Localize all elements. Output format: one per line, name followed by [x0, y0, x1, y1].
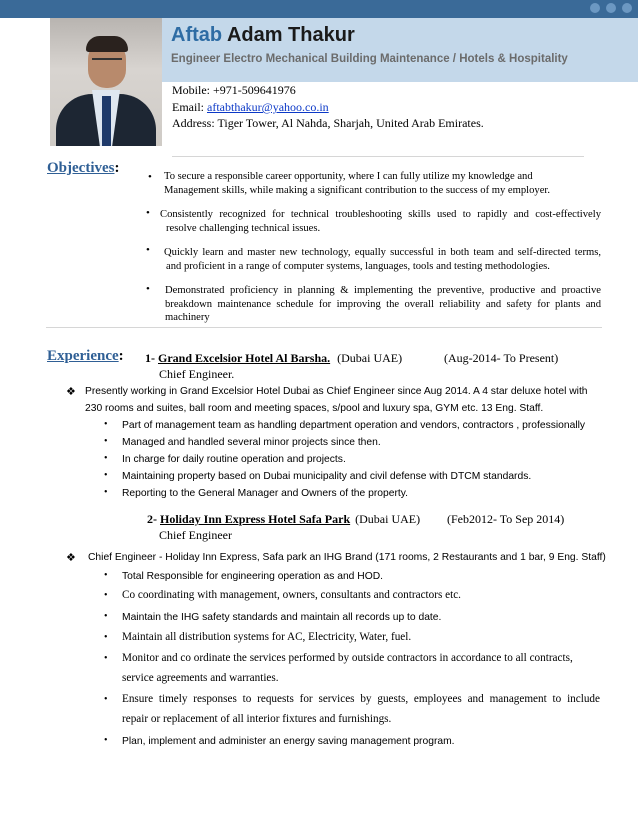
job-bullet: Reporting to the General Manager and Owners of the property.: [122, 488, 408, 499]
bullet-icon: •: [146, 244, 150, 256]
job-role: Chief Engineer.: [159, 367, 235, 381]
bullet-icon: •: [104, 570, 108, 581]
objective-line: Consistently recognized for technical troubleshooting skills used to rapidly and cost-effectively: [160, 209, 601, 220]
job-location: (Dubai UAE): [355, 512, 421, 526]
mobile-line: Mobile: +971-509641976: [172, 83, 296, 97]
objective-line: To secure a responsible career opportunity, where I can fully utilize my knowledge and: [164, 171, 533, 182]
bullet-icon: •: [104, 735, 108, 746]
decor-dot: [606, 3, 616, 13]
job-bullet: Plan, implement and administer an energy saving management program.: [122, 736, 455, 747]
summary-line: 230 rooms and suites, ball room and meeting spaces, s/pool and luxury spa, GYM etc. 13 Eng. Staff.: [85, 403, 544, 414]
objective-line: resolve challenging technical issues.: [166, 222, 321, 234]
bullet-icon: •: [104, 487, 108, 498]
objectives-title: Objectives: [47, 160, 115, 176]
bullet-icon: •: [104, 590, 108, 601]
diamond-bullet-icon: ❖: [66, 552, 76, 564]
email-label: Email:: [172, 100, 204, 114]
bullet-line: repair or replacement of all interior fixtures and furnishings.: [122, 713, 392, 725]
bullet-line: Monitor and co ordinate the services performed by outside contractors in accordance to all contracts,: [122, 652, 573, 664]
objective-line: Demonstrated proficiency in planning & implementing the preventive, productive and proactive: [165, 285, 601, 296]
job-employer: Holiday Inn Express Hotel Safa Park: [160, 512, 351, 526]
address-line: Address: Tiger Tower, Al Nahda, Sharjah, United Arab Emirates.: [172, 116, 484, 130]
objectives-heading: [47, 159, 119, 177]
first-name: Aftab: [171, 24, 223, 46]
divider: [46, 327, 602, 328]
job1-header: [145, 351, 402, 366]
job-bullet: In charge for daily routine operation and projects.: [122, 454, 346, 465]
job-bullet: [122, 691, 600, 728]
objective-line: breakdown maintenance schedule for improving the overall reliability and safety for plants and: [165, 298, 601, 310]
job-summary: [85, 383, 588, 417]
email-line: [172, 100, 329, 115]
last-name: Adam Thakur: [226, 24, 355, 46]
objectives-colon: :: [114, 160, 120, 176]
summary-line: Presently working in Grand Excelsior Hotel Dubai as Chief Engineer since Aug 2014. A 4 star deluxe hotel with: [85, 386, 588, 397]
bullet-icon: •: [104, 653, 108, 664]
job-bullet: Maintaining property based on Dubai municipality and civil defense with DTCM standards.: [122, 471, 532, 482]
job2-header: [147, 512, 420, 527]
job-bullet: Co coordinating with management, owners, consultants and contractors etc.: [122, 589, 461, 601]
job-number: 2-: [147, 512, 157, 526]
experience-heading: [47, 347, 124, 365]
professional-title: Engineer Electro Mechanical Building Maintenance / Hotels & Hospitality: [171, 53, 568, 65]
bullet-icon: •: [104, 436, 108, 447]
job-period: (Aug-2014- To Present): [444, 351, 559, 365]
decor-dot: [590, 3, 600, 13]
profile-photo: [50, 18, 162, 146]
bullet-line: service agreements and warranties.: [122, 672, 279, 684]
job-bullet: Total Responsible for engineering operation as and HOD.: [122, 571, 384, 582]
bullet-icon: •: [104, 453, 108, 464]
objective-item: [164, 170, 604, 197]
email-link[interactable]: aftabthakur@yahoo.co.in: [207, 100, 329, 114]
experience-title: Experience: [47, 348, 119, 364]
job-role: Chief Engineer: [159, 528, 232, 542]
top-bar: [0, 0, 638, 18]
job-summary: Chief Engineer - Holiday Inn Express, Safa park an IHG Brand (171 rooms, 2 Restaurants and 1 bar, 9 Eng. Staff): [88, 552, 606, 563]
objective-item: [165, 284, 601, 325]
objective-item: [164, 246, 601, 273]
job-bullet: Maintain the IHG safety standards and maintain all records up to date.: [122, 612, 442, 623]
bullet-icon: •: [104, 694, 108, 705]
job-employer: Grand Excelsior Hotel Al Barsha.: [158, 351, 331, 365]
job-number: 1-: [145, 351, 155, 365]
objective-line: Quickly learn and master new technology, equally successful in both team and self-directed terms,: [164, 247, 601, 258]
candidate-name: [171, 24, 355, 47]
bullet-icon: •: [148, 171, 152, 183]
objective-line: Management skills, while making a significant contribution to the success of my employer.: [164, 184, 551, 196]
objective-line: and proficient in a range of computer systems, languages, tools and testing methodologies.: [166, 260, 550, 272]
bullet-icon: •: [104, 611, 108, 622]
decor-dot: [622, 3, 632, 13]
experience-colon: :: [118, 348, 124, 364]
bullet-line: Ensure timely responses to requests for services by guests, employees and management to include: [122, 693, 600, 705]
job-bullet: [122, 650, 573, 687]
job-bullet: Part of management team as handling department operation and vendors, contractors , professionally: [122, 420, 586, 431]
bullet-icon: •: [104, 470, 108, 481]
bullet-icon: •: [104, 632, 108, 643]
bullet-icon: •: [146, 207, 150, 219]
job-bullet: Maintain all distribution systems for AC, Electricity, Water, fuel.: [122, 631, 412, 643]
objective-line: machinery: [165, 312, 210, 323]
job-period: (Feb2012- To Sep 2014): [447, 512, 565, 526]
diamond-bullet-icon: ❖: [66, 386, 76, 398]
bullet-icon: •: [104, 419, 108, 430]
job-bullet: Managed and handled several minor projects since then.: [122, 437, 381, 448]
objective-item: [160, 208, 601, 235]
job-location: (Dubai UAE): [337, 351, 403, 365]
divider: [172, 156, 584, 157]
bullet-icon: •: [146, 283, 150, 295]
